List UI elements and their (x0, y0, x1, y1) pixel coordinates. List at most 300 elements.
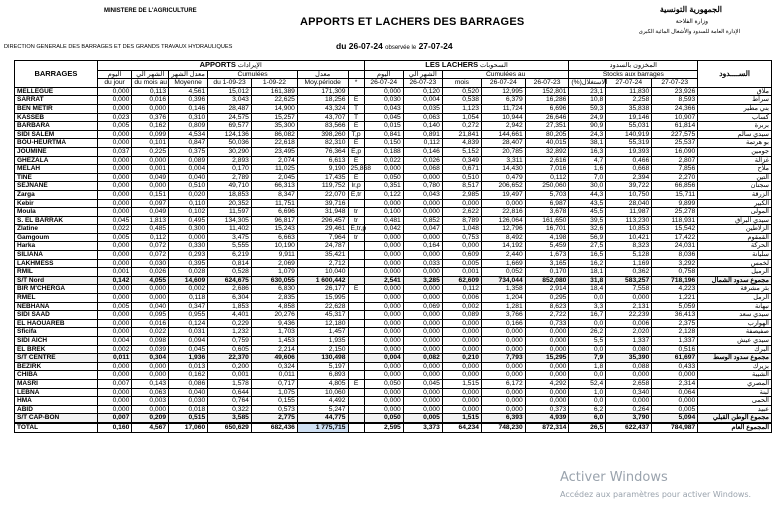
value-cell: 2,658 (606, 379, 652, 388)
value-cell: 24,787 (297, 242, 348, 251)
value-cell: 17,060 (169, 423, 208, 432)
col-mois-ar: الشهر الي (132, 70, 169, 79)
value-cell: 23,1 (569, 87, 606, 96)
value-cell: 0,001 (442, 268, 481, 277)
value-cell: 38,1 (569, 139, 606, 148)
value-cell: 35,300 (251, 122, 297, 131)
value-cell: 0,000 (364, 87, 403, 96)
value-cell: 1,515 (442, 414, 481, 423)
value-cell: 9,436 (251, 319, 297, 328)
value-cell: 0,324 (251, 362, 297, 371)
value-cell: 0,000 (403, 405, 442, 414)
col-du-1-b: 1-09-22 (251, 79, 297, 88)
flag-cell: E (348, 96, 364, 105)
value-cell: 0,043 (364, 104, 403, 113)
value-cell: 2,722 (525, 311, 569, 320)
value-cell: 152,801 (525, 87, 569, 96)
value-cell: 2,595 (364, 423, 403, 432)
value-cell: 161,650 (525, 216, 569, 225)
barrage-name: NEBHANA (15, 302, 98, 311)
barrage-name-ar: مجموع الوطن القبلي (698, 414, 772, 423)
value-cell: 0,000 (97, 87, 132, 96)
value-cell: 0,069 (403, 302, 442, 311)
value-cell: 0,375 (169, 147, 208, 156)
value-cell: 0,000 (132, 156, 169, 165)
barrage-name: SARRAT (15, 96, 98, 105)
value-cell: 31,948 (297, 208, 348, 217)
value-cell: 7,793 (481, 354, 525, 363)
value-cell: 15,711 (652, 190, 698, 199)
value-cell: 4,839 (442, 139, 481, 148)
value-cell: 9,190 (297, 165, 348, 174)
barrage-name-ar: التين (698, 173, 772, 182)
value-cell: 5,703 (525, 190, 569, 199)
barrage-name: S/T CAP-BON (15, 414, 98, 423)
value-cell: 61,697 (652, 354, 698, 363)
value-cell: 24,366 (652, 104, 698, 113)
value-cell: 8,347 (251, 190, 297, 199)
value-cell: 748,230 (481, 423, 525, 432)
value-cell: 0,322 (208, 405, 252, 414)
value-cell: 6,0 (569, 414, 606, 423)
flag-cell (348, 319, 364, 328)
value-cell: 5,5 (569, 337, 606, 346)
value-cell: 630,055 (251, 276, 297, 285)
value-cell: 0,310 (169, 113, 208, 122)
value-cell: 39,5 (569, 216, 606, 225)
du-label: du (336, 41, 347, 51)
value-cell: 1,813 (132, 216, 169, 225)
table-row (15, 173, 772, 182)
barrage-name: CHIBA (15, 371, 98, 380)
value-cell: 0,373 (525, 405, 569, 414)
value-cell: 6,830 (251, 285, 297, 294)
barrage-name-ar: بني مطير (698, 104, 772, 113)
value-cell: 14,900 (251, 104, 297, 113)
table-row (15, 190, 772, 199)
value-cell: 0,063 (403, 113, 442, 122)
value-cell: 4,223 (652, 285, 698, 294)
barrage-name: S. EL BARRAK (15, 216, 98, 225)
value-cell: 8,492 (481, 233, 525, 242)
value-cell: 0,000 (481, 405, 525, 414)
value-cell: 5,128 (606, 251, 652, 260)
value-cell: 0,000 (481, 345, 525, 354)
value-cell: 1 775,715 (297, 423, 348, 432)
value-cell: 2,616 (525, 156, 569, 165)
value-cell: 126,064 (481, 216, 525, 225)
table-row (15, 182, 772, 191)
col-du-mois-au: du mois au (132, 79, 169, 88)
flag-cell: tr (348, 208, 364, 217)
barrage-name-ar: الرميل (698, 268, 772, 277)
flag-cell: E,tr,p (348, 225, 364, 234)
barrage-name-ar: المولى (698, 208, 772, 217)
value-cell: 10,040 (297, 268, 348, 277)
value-cell: 69,577 (208, 122, 252, 131)
flag-cell (348, 354, 364, 363)
value-cell: 4,534 (169, 130, 208, 139)
table-row (15, 302, 772, 311)
value-cell: 2,020 (606, 328, 652, 337)
value-cell: 0,000 (364, 337, 403, 346)
value-cell: 6,987 (525, 199, 569, 208)
value-cell: 39,722 (606, 182, 652, 191)
value-cell: 0,000 (481, 371, 525, 380)
table-row (15, 311, 772, 320)
value-cell: 0,000 (442, 371, 481, 380)
barrage-name: Sficifa (15, 328, 98, 337)
arabic-direction: الإدارة العامة للسدود والأشغال المائية الكبرى (638, 29, 740, 35)
value-cell: 52,4 (569, 379, 606, 388)
value-cell: 0,000 (481, 362, 525, 371)
barrage-name: S/T Nord (15, 276, 98, 285)
table-row (15, 147, 772, 156)
value-cell: 0,000 (442, 362, 481, 371)
value-cell: 227,575 (652, 130, 698, 139)
value-cell: 0,000 (481, 328, 525, 337)
value-cell: 7,558 (606, 285, 652, 294)
value-cell: 1,281 (481, 302, 525, 311)
barrage-name: BEZIRK (15, 362, 98, 371)
value-cell: 6,893 (297, 371, 348, 380)
value-cell: 55,319 (606, 139, 652, 148)
value-cell: 0,351 (364, 182, 403, 191)
value-cell: 118,931 (652, 216, 698, 225)
value-cell: 718,196 (652, 276, 698, 285)
barrage-name: KASSEB (15, 113, 98, 122)
value-cell: 0,000 (403, 337, 442, 346)
value-cell: 22,239 (606, 311, 652, 320)
value-cell: 2,835 (251, 294, 297, 303)
value-cell: 1,054 (442, 113, 481, 122)
value-cell: 0,006 (442, 294, 481, 303)
value-cell: 24,3 (569, 130, 606, 139)
barrage-name-ar: البرك (698, 345, 772, 354)
value-cell: 0,039 (132, 345, 169, 354)
value-cell: 0,000 (403, 173, 442, 182)
value-cell: 2,712 (297, 259, 348, 268)
value-cell: 28,407 (481, 139, 525, 148)
barrage-name-ar: سيدي سعد (698, 311, 772, 320)
apports-ar: الإيرادات (237, 62, 262, 69)
flag-cell: E,p (348, 147, 364, 156)
value-cell: 22,628 (297, 302, 348, 311)
barrage-name: SIDI SALEM (15, 130, 98, 139)
value-cell: 0,000 (525, 397, 569, 406)
value-cell: 2,440 (481, 251, 525, 260)
value-cell: 0,003 (132, 397, 169, 406)
date-line (336, 41, 453, 51)
value-cell: 0,089 (442, 311, 481, 320)
value-cell: 0,000 (403, 294, 442, 303)
barrage-name-ar: الهوارب (698, 319, 772, 328)
flag-cell: E,tr (348, 190, 364, 199)
value-cell: 7,9 (569, 354, 606, 363)
value-cell: 0,146 (169, 104, 208, 113)
value-cell: 784,987 (652, 423, 698, 432)
value-cell: 0,000 (403, 319, 442, 328)
value-cell: 0,000 (606, 294, 652, 303)
value-cell: 2,074 (251, 156, 297, 165)
value-cell: 18,853 (208, 190, 252, 199)
value-cell: 0,510 (169, 182, 208, 191)
value-cell: 6,379 (481, 96, 525, 105)
value-cell: 0,000 (403, 285, 442, 294)
value-cell: 0,031 (169, 328, 208, 337)
value-cell: 872,314 (525, 423, 569, 432)
flag-cell: T (348, 113, 364, 122)
value-cell: 2,686 (208, 285, 252, 294)
value-cell: 0,000 (364, 165, 403, 174)
value-cell: 0,000 (364, 388, 403, 397)
barrage-name-ar: المجموع العام (698, 423, 772, 432)
value-cell: 0,000 (97, 156, 132, 165)
value-cell: 2,985 (442, 190, 481, 199)
value-cell: 0,026 (403, 156, 442, 165)
value-cell: 0,000 (525, 388, 569, 397)
value-cell: 0,300 (169, 225, 208, 234)
value-cell: 3,790 (606, 414, 652, 423)
value-cell: 0,000 (97, 362, 132, 371)
table-head (15, 61, 772, 88)
col-date-a: 26-07-24 (364, 79, 403, 88)
value-cell: 0,000 (364, 311, 403, 320)
value-cell: 12,995 (481, 87, 525, 96)
col-stocks: Stocks aux barrages (569, 70, 698, 79)
page-title: APPORTS ET LACHERS DES BARRAGES (300, 16, 525, 28)
value-cell: 1,936 (169, 354, 208, 363)
value-cell: 0,143 (132, 379, 169, 388)
value-cell: 0,005 (403, 414, 442, 423)
value-cell: 250,060 (525, 182, 569, 191)
table-row (15, 319, 772, 328)
barrage-name-ar: الشيبة (698, 371, 772, 380)
value-cell: 0,573 (251, 405, 297, 414)
value-cell: 32,892 (525, 147, 569, 156)
barrage-name-ar: غزالة (698, 156, 772, 165)
value-cell: 6,393 (481, 414, 525, 423)
table-row (15, 87, 772, 96)
value-cell: 0,304 (132, 354, 169, 363)
value-cell: 0,013 (169, 362, 208, 371)
col-star: * (348, 79, 364, 88)
value-cell: 0,485 (132, 225, 169, 234)
flag-cell (348, 294, 364, 303)
subtotal-row (15, 414, 772, 423)
barrage-name-ar: ملاق (698, 87, 772, 96)
value-cell: 0,000 (132, 285, 169, 294)
value-cell: 0,049 (132, 208, 169, 217)
value-cell: 0,229 (208, 319, 252, 328)
value-cell: 0,001 (208, 371, 252, 380)
barrage-name: GHEZALA (15, 156, 98, 165)
value-cell: 0,000 (97, 311, 132, 320)
value-cell: 0,395 (169, 259, 208, 268)
value-cell: 0,671 (442, 165, 481, 174)
value-cell: 18,4 (569, 285, 606, 294)
flag-cell (348, 362, 364, 371)
value-cell: 0,052 (481, 268, 525, 277)
value-cell: 11,830 (606, 87, 652, 96)
total-row (15, 423, 772, 432)
value-cell: 3,165 (525, 259, 569, 268)
value-cell: 16,701 (525, 225, 569, 234)
value-cell: 0,016 (132, 96, 169, 105)
value-cell: 0,151 (132, 190, 169, 199)
value-cell: 0,113 (132, 87, 169, 96)
value-cell: 0,225 (132, 147, 169, 156)
value-cell: 0,841 (364, 130, 403, 139)
value-cell: 27,351 (525, 122, 569, 131)
value-cell: 0,481 (364, 216, 403, 225)
value-cell: 0,000 (525, 345, 569, 354)
value-cell: 0,264 (606, 405, 652, 414)
value-cell: 0,030 (132, 259, 169, 268)
value-cell: 22,070 (297, 190, 348, 199)
value-cell: 0,0 (569, 345, 606, 354)
value-cell: 0,0 (569, 371, 606, 380)
value-cell: 24,575 (208, 113, 252, 122)
value-cell: 1,337 (606, 337, 652, 346)
value-cell: 0,000 (481, 388, 525, 397)
value-cell: 2,150 (297, 345, 348, 354)
col-pct: (%)الاستغلال (569, 79, 606, 88)
value-cell: 0,000 (442, 405, 481, 414)
value-cell: 6,219 (208, 251, 252, 260)
value-cell: 0,005 (97, 302, 132, 311)
value-cell: 7,0 (569, 173, 606, 182)
barrage-name: RMEL (15, 294, 98, 303)
value-cell: 0,000 (132, 405, 169, 414)
value-cell: 11,025 (251, 165, 297, 174)
value-cell: 16,7 (569, 311, 606, 320)
value-cell: 19,497 (481, 190, 525, 199)
flag-cell: T,p (348, 130, 364, 139)
table-row (15, 328, 772, 337)
value-cell: 2,214 (251, 345, 297, 354)
value-cell: 10,944 (481, 113, 525, 122)
flag-cell: E (348, 156, 364, 165)
value-cell: 20,276 (251, 311, 297, 320)
value-cell: 5,247 (297, 405, 348, 414)
flag-cell (348, 345, 364, 354)
value-cell: 0,515 (169, 414, 208, 423)
value-cell: 1,048 (442, 225, 481, 234)
value-cell: 0,349 (442, 156, 481, 165)
value-cell: 10,060 (297, 388, 348, 397)
flag-cell (348, 388, 364, 397)
value-cell: 1,457 (297, 328, 348, 337)
value-cell: 4,7 (569, 156, 606, 165)
value-cell: 0,005 (652, 405, 698, 414)
value-cell: 62,609 (442, 276, 481, 285)
value-cell: 0,000 (97, 96, 132, 105)
barrage-name: BOU-HEURTMA (15, 139, 98, 148)
value-cell: 6,172 (481, 379, 525, 388)
flag-cell: 25,868 (348, 165, 364, 174)
value-cell: 1,673 (525, 251, 569, 260)
value-cell: 0,000 (169, 233, 208, 242)
barrage-name: Moula (15, 208, 98, 217)
barrage-name: EL BREK (15, 345, 98, 354)
value-cell: 0,516 (652, 345, 698, 354)
value-cell: 32,6 (569, 225, 606, 234)
value-cell: 3,678 (525, 208, 569, 217)
value-cell: 16,2 (569, 259, 606, 268)
value-cell: 0,045 (97, 216, 132, 225)
value-cell: 0,000 (481, 397, 525, 406)
value-cell: 4,492 (297, 397, 348, 406)
value-cell: 26,646 (525, 113, 569, 122)
value-cell: 0,150 (364, 139, 403, 148)
value-cell: 0,000 (442, 388, 481, 397)
value-cell: 0,814 (208, 259, 252, 268)
value-cell: 1,578 (208, 379, 252, 388)
table-row (15, 216, 772, 225)
table-row (15, 139, 772, 148)
value-cell: 0,000 (652, 371, 698, 380)
flag-cell (348, 397, 364, 406)
value-cell: 23,926 (652, 87, 698, 96)
value-cell: 43,5 (569, 199, 606, 208)
apports-label: APPORTS (199, 60, 236, 69)
value-cell: 0,160 (97, 423, 132, 432)
barrage-name: TOTAL (15, 423, 98, 432)
value-cell: 0,050 (364, 173, 403, 182)
value-cell: 22,816 (481, 208, 525, 217)
value-cell: 10,907 (652, 113, 698, 122)
value-cell: 16,090 (652, 147, 698, 156)
observed-label: observée le (385, 45, 417, 51)
value-cell: 0,000 (403, 208, 442, 217)
value-cell: 0,520 (442, 87, 481, 96)
table-row (15, 405, 772, 414)
col-date-b: 26-07-23 (403, 79, 442, 88)
barrage-name-ar: صفيصفة (698, 328, 772, 337)
value-cell: 0,000 (606, 371, 652, 380)
flag-cell (348, 371, 364, 380)
flag-cell (348, 311, 364, 320)
value-cell: 0,042 (364, 225, 403, 234)
barrage-name-ar: سيدي سالم (698, 130, 772, 139)
value-cell: 0,0 (569, 397, 606, 406)
value-cell: 0,124 (169, 319, 208, 328)
value-cell: 49,710 (208, 182, 252, 191)
value-cell: 64,234 (442, 423, 481, 432)
value-cell: 19,393 (606, 147, 652, 156)
barrage-name: SIDI SAAD (15, 311, 98, 320)
barrage-name-ar: جومين (698, 147, 772, 156)
value-cell: 8,623 (525, 302, 569, 311)
table-row (15, 388, 772, 397)
value-cell: 2,270 (652, 173, 698, 182)
value-cell: 82,310 (297, 139, 348, 148)
value-cell: 0,000 (97, 251, 132, 260)
value-cell: 26,5 (569, 423, 606, 432)
flag-cell (348, 328, 364, 337)
flag-cell (348, 405, 364, 414)
barrage-name: LEBNA (15, 388, 98, 397)
value-cell: 0,000 (97, 371, 132, 380)
value-cell: 1,669 (481, 259, 525, 268)
value-cell: 80,205 (525, 130, 569, 139)
value-cell: 0,000 (97, 190, 132, 199)
value-cell: 22,618 (251, 139, 297, 148)
value-cell: 3,373 (403, 423, 442, 432)
date-from: 26-07-24 (348, 41, 383, 51)
value-cell: 3,475 (208, 233, 252, 242)
